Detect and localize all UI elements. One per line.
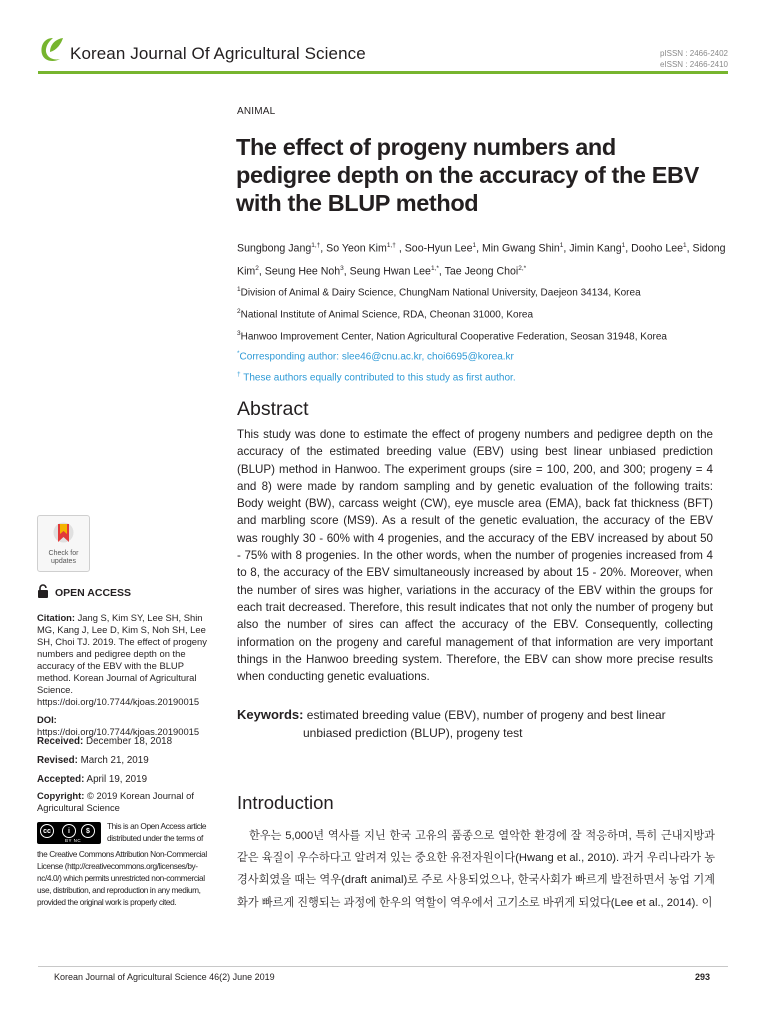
affiliation-item [237, 325, 727, 347]
affiliation-list [237, 281, 727, 346]
cc-icon: cc [40, 824, 54, 838]
revised-date: Revised: March 21, 2019 [37, 755, 149, 766]
journal-logo-icon [38, 34, 68, 64]
affiliation-text: Hanwoo Improvement Center, Nation Agricultural Cooperative Federation, Seosan 31948, Korea [240, 330, 667, 342]
author-separator: , [320, 242, 327, 255]
author-affiliation-mark: 1 [472, 242, 477, 249]
journal-title: Korean Journal Of Agricultural Science [70, 44, 366, 63]
doi-link[interactable]: DOI: https://doi.org/10.7744/kjoas.20190015 [37, 714, 200, 737]
author-affiliation-mark: 2,* [518, 264, 527, 272]
copyright-notice: Copyright: © 2019 Korean Journal of Agricultural Science [37, 790, 194, 813]
author-affiliation-mark: 1,* [430, 264, 439, 272]
author-separator: , [438, 265, 445, 278]
open-access-label: OPEN ACCESS [55, 587, 132, 599]
license-text-short: This is an Open Access article distributed under the terms of [107, 821, 207, 843]
license-text-long: the Creative Commons Attribution Non-Commercial License (http://creativecommons.org/licenses/by-nc/4.0/) which permits unrestricted non-commercial use, distribution, and reproduction in any medium, provided the original work is properly cited. [37, 849, 207, 907]
citation-block: Citation: Jang S, Kim SY, Lee SH, Shin MG, Kang J, Lee D, Kim S, Noh SH, Lee SH, Choi TJ. 2019. The effect of progeny numbers and pedigree depth on the accuracy of the EBV with the BLUP method. Korean Journal of Agricultural Science. https://doi.org/10.7744/kjoas.20190015 [37, 612, 207, 707]
received-date: Received: December 18, 2018 [37, 736, 173, 747]
abstract-heading: Abstract [237, 398, 309, 420]
open-lock-icon [37, 584, 49, 598]
header-rule [38, 71, 728, 74]
author-separator: , [686, 242, 693, 255]
abstract-text: This study was done to estimate the effect of progeny numbers and pedigree depth on the accuracy of the estimated breeding value (EBV) using best linear unbiased prediction (BLUP) method in Hanwoo. The experiment groups (sire = 100, 200, and 300; progeny = 4 and 8) were made by random sampling and by genetic evaluation of the following traits: Body weight (BW), carcass weight (CW), eye muscle area (EMA), back fat thickness (BFT) and marbling score (MS9). As a result of the genetic evaluation, the accuracy of the EBV was roughly 30 - 60% with 4 progenies, and the accuracy of the EBV increased by about 50 - 75% with 8 progenies. In the other words, when the number of progenies increased from 4 to 8, the accuracy of the EBV simultaneously increased by about 15 - 20%. Moreover, when the number of sires was higher, variations in the accuracy of the EBV within the groups for each trait decreased. Therefore, this result indicates that not only the number of progeny but also the number of sires can affect the accuracy of the EBV. Consequently, collecting information on the progeny and careful management of that information are very important things in the Hanwoo breeding system. Therefore, the EBV can show more precise results when conducting genetic evaluations. [237, 428, 713, 684]
bookmark-icon [51, 520, 76, 548]
accepted-date: Accepted: April 19, 2019 [37, 774, 148, 785]
author-affiliation-mark: 1 [559, 242, 564, 249]
cc-badge-label: BY NC [65, 838, 82, 843]
author-name: Tae Jeong Choi [444, 265, 519, 278]
author-separator: , [343, 265, 350, 278]
footer-citation: Korean Journal of Agricultural Science 46(2) June 2019 [54, 972, 275, 982]
by-icon: i [62, 824, 76, 838]
author-name: So Yeon Kim [326, 242, 387, 255]
eissn: eISSN : 2466-2410 [659, 60, 728, 69]
introduction-text: 한우는 5,000년 역사를 지닌 한국 고유의 품종으로 열악한 환경에 잘 적응하며, 특히 근내지방과 같은 육질이 우수하다고 알려져 있는 중요한 유전자원이다(Hwang et al., 2010). 과거 우리나라가 농경사회였을 때는 역우(draft animal)로 주로 사용되었으나, 한국사회가 빠르게 발전하면서 농업 기계화가 빠르게 진행되는 과정에 한우의 역할이 역우에서 고기소로 바뀌게 되었다(Lee et al., 2014). 이 [237, 830, 715, 909]
check-for-updates-button[interactable] [37, 515, 90, 572]
author-name: Seung Hee Noh [264, 265, 341, 278]
affiliation-text: National Institute of Animal Science, RDA, Cheonan 31000, Korea [240, 309, 534, 321]
footer-rule [38, 966, 728, 967]
author-affiliation-mark: 1 [683, 242, 687, 249]
author-name: Sidong Kim [237, 242, 726, 278]
author-separator: , [258, 265, 265, 278]
author-name: Seung Hwan Lee [349, 265, 431, 278]
corresponding-info [237, 345, 727, 388]
author-affiliation-mark: 1,† [386, 242, 396, 249]
keywords [237, 706, 713, 742]
author-affiliation-mark: 3 [340, 264, 344, 272]
affiliation-text: Division of Animal & Dairy Science, ChungNam National University, Daejeon 34134, Korea [240, 287, 641, 299]
issn-block [660, 48, 728, 70]
author-separator: , [395, 242, 405, 255]
affiliation-number: 1 [237, 286, 241, 293]
author-separator: , [625, 242, 632, 255]
author-separator: , [563, 242, 570, 255]
affiliation-item [237, 281, 727, 303]
keywords-label: Keywords: [237, 707, 304, 722]
pissn: pISSN : 2466-2402 [659, 49, 728, 58]
author-name: Sungbong Jang [237, 242, 312, 255]
cc-license-icon[interactable] [37, 822, 101, 844]
author-affiliation-mark: 2 [255, 264, 259, 272]
author-list [237, 236, 727, 281]
affiliation-number: 3 [237, 329, 241, 337]
keywords-line-2: unbiased prediction (BLUP), progeny test [303, 725, 523, 740]
introduction-heading: Introduction [237, 792, 334, 813]
nc-icon: $ [81, 824, 95, 838]
equal-contribution-note: † These authors equally contributed to this study as first author. [237, 371, 516, 384]
author-affiliation-mark: 1 [621, 242, 626, 249]
affiliation-number: 2 [237, 307, 241, 315]
author-name: Jimin Kang [569, 242, 622, 255]
corresponding-author[interactable]: *Corresponding author: slee46@cnu.ac.kr, choi6695@korea.kr [237, 350, 514, 363]
author-name: Dooho Lee [631, 242, 683, 255]
page-number: 293 [694, 972, 710, 982]
article-category: ANIMAL [237, 106, 276, 117]
author-affiliation-mark: 1,† [311, 242, 321, 249]
author-separator: , [476, 242, 482, 255]
author-name: Soo-Hyun Lee [404, 242, 473, 255]
check-for-updates-label: Check for updates [48, 550, 79, 565]
keywords-line-1: estimated breeding value (EBV), number of progeny and best linear [303, 708, 666, 722]
affiliation-item [237, 303, 727, 325]
article-title: The effect of progeny numbers and pedigree depth on the accuracy of the EBV with the BLUP method [236, 134, 699, 216]
author-name: Min Gwang Shin [481, 242, 560, 255]
